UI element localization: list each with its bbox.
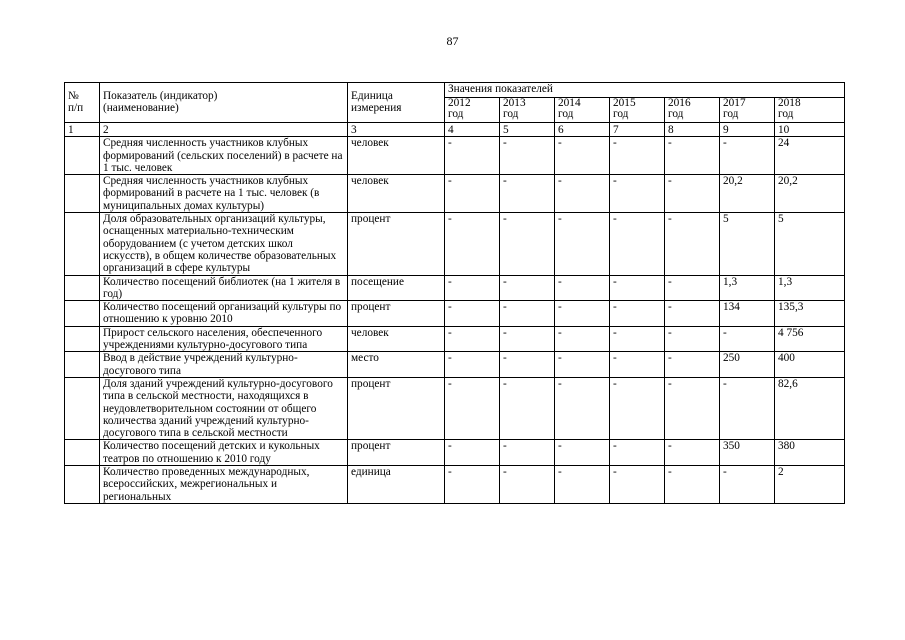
table-row: [65, 213, 845, 275]
value-cell: 250: [720, 352, 775, 378]
row-number: [65, 175, 100, 213]
column-number: 1: [65, 123, 100, 137]
table-header: [65, 83, 845, 137]
value-cell: -: [445, 301, 500, 327]
value-cell: -: [500, 326, 555, 352]
table-row: [65, 377, 845, 439]
value-cell: -: [555, 440, 610, 466]
indicator-name: Количество проведенных международных, всероссийских, межрегиональных и региональных: [100, 466, 348, 504]
table-row: [65, 137, 845, 175]
value-cell: -: [555, 213, 610, 275]
header-year: 2012 год: [445, 98, 500, 123]
value-cell: 82,6: [775, 377, 845, 439]
unit-cell: процент: [348, 301, 445, 327]
row-number: [65, 352, 100, 378]
row-number: [65, 377, 100, 439]
column-number: 6: [555, 123, 610, 137]
column-number: 3: [348, 123, 445, 137]
value-cell: -: [445, 440, 500, 466]
unit-cell: человек: [348, 175, 445, 213]
value-cell: 350: [720, 440, 775, 466]
value-cell: -: [665, 175, 720, 213]
table-row: [65, 440, 845, 466]
row-number: [65, 440, 100, 466]
page-number: 87: [446, 34, 459, 48]
value-cell: -: [610, 213, 665, 275]
header-year: 2013 год: [500, 98, 555, 123]
value-cell: -: [445, 213, 500, 275]
value-cell: 380: [775, 440, 845, 466]
value-cell: 5: [720, 213, 775, 275]
value-cell: -: [610, 466, 665, 504]
value-cell: -: [610, 275, 665, 301]
column-number: 5: [500, 123, 555, 137]
indicator-name: Прирост сельского населения, обеспеченного учреждениями культурно-досугового типа: [100, 326, 348, 352]
header-num: № п/п: [65, 83, 100, 123]
value-cell: -: [445, 352, 500, 378]
value-cell: -: [445, 175, 500, 213]
value-cell: -: [500, 275, 555, 301]
indicator-name: Ввод в действие учреждений культурно-досугового типа: [100, 352, 348, 378]
value-cell: -: [555, 301, 610, 327]
table-row: [65, 275, 845, 301]
value-cell: -: [665, 213, 720, 275]
table-row: [65, 326, 845, 352]
unit-cell: процент: [348, 213, 445, 275]
unit-cell: человек: [348, 137, 445, 175]
column-number: 9: [720, 123, 775, 137]
value-cell: -: [610, 175, 665, 213]
indicator-name: Доля образовательных организаций культуры, оснащенных материально-техническим оборудованием (с учетом детских школ искусств), в общем количестве образовательных организаций в сфере культуры: [100, 213, 348, 275]
value-cell: -: [720, 377, 775, 439]
row-number: [65, 466, 100, 504]
value-cell: 2: [775, 466, 845, 504]
header-year: 2017 год: [720, 98, 775, 123]
value-cell: -: [610, 377, 665, 439]
value-cell: -: [500, 301, 555, 327]
value-cell: -: [720, 137, 775, 175]
value-cell: -: [555, 137, 610, 175]
unit-cell: процент: [348, 377, 445, 439]
value-cell: -: [665, 466, 720, 504]
header-indicator: Показатель (индикатор) (наименование): [100, 83, 348, 123]
value-cell: -: [445, 137, 500, 175]
header-year: 2018 год: [775, 98, 845, 123]
value-cell: -: [555, 352, 610, 378]
column-number: 10: [775, 123, 845, 137]
unit-cell: посещение: [348, 275, 445, 301]
value-cell: -: [610, 137, 665, 175]
value-cell: 5: [775, 213, 845, 275]
value-cell: -: [665, 301, 720, 327]
unit-cell: место: [348, 352, 445, 378]
value-cell: -: [610, 440, 665, 466]
value-cell: -: [555, 377, 610, 439]
column-number: 2: [100, 123, 348, 137]
unit-cell: процент: [348, 440, 445, 466]
value-cell: 4 756: [775, 326, 845, 352]
value-cell: -: [665, 377, 720, 439]
value-cell: -: [500, 137, 555, 175]
value-cell: -: [555, 466, 610, 504]
value-cell: -: [665, 352, 720, 378]
row-number: [65, 301, 100, 327]
column-number: 8: [665, 123, 720, 137]
value-cell: 1,3: [720, 275, 775, 301]
table-row: [65, 301, 845, 327]
value-cell: 400: [775, 352, 845, 378]
value-cell: -: [720, 466, 775, 504]
value-cell: -: [610, 326, 665, 352]
value-cell: -: [665, 440, 720, 466]
value-cell: 1,3: [775, 275, 845, 301]
value-cell: 20,2: [720, 175, 775, 213]
value-cell: -: [445, 326, 500, 352]
table-row: [65, 352, 845, 378]
value-cell: -: [445, 275, 500, 301]
indicator-name: Доля зданий учреждений культурно-досугового типа в сельской местности, находящихся в неудовлетворительном состоянии от общего количества зданий учреждений культурно-досугового типа в сельской местности: [100, 377, 348, 439]
value-cell: -: [445, 377, 500, 439]
indicator-name: Средняя численность участников клубных формирований в расчете на 1 тыс. человек (в муниципальных домах культуры): [100, 175, 348, 213]
value-cell: -: [665, 275, 720, 301]
value-cell: -: [555, 326, 610, 352]
indicator-name: Средняя численность участников клубных формирований (сельских поселений) в расчете на 1 тыс. человек: [100, 137, 348, 175]
unit-cell: человек: [348, 326, 445, 352]
indicator-name: Количество посещений библиотек (на 1 жителя в год): [100, 275, 348, 301]
value-cell: -: [500, 377, 555, 439]
value-cell: 134: [720, 301, 775, 327]
value-cell: 24: [775, 137, 845, 175]
value-cell: 20,2: [775, 175, 845, 213]
header-values-group: Значения показателей: [445, 83, 845, 98]
indicator-name: Количество посещений организаций культуры по отношению к уровню 2010: [100, 301, 348, 327]
value-cell: -: [665, 137, 720, 175]
value-cell: -: [500, 466, 555, 504]
indicator-name: Количество посещений детских и кукольных театров по отношению к 2010 году: [100, 440, 348, 466]
value-cell: -: [665, 326, 720, 352]
value-cell: -: [500, 213, 555, 275]
row-number: [65, 275, 100, 301]
value-cell: 135,3: [775, 301, 845, 327]
value-cell: -: [720, 326, 775, 352]
row-number: [65, 213, 100, 275]
indicators-table: [64, 82, 845, 504]
value-cell: -: [610, 301, 665, 327]
column-number: 7: [610, 123, 665, 137]
row-number: [65, 326, 100, 352]
table-body: [65, 137, 845, 504]
header-unit: Единица измерения: [348, 83, 445, 123]
value-cell: -: [555, 275, 610, 301]
value-cell: -: [500, 175, 555, 213]
value-cell: -: [610, 352, 665, 378]
unit-cell: единица: [348, 466, 445, 504]
column-number: 4: [445, 123, 500, 137]
value-cell: -: [445, 466, 500, 504]
header-year: 2014 год: [555, 98, 610, 123]
row-number: [65, 137, 100, 175]
value-cell: -: [500, 440, 555, 466]
value-cell: -: [555, 175, 610, 213]
table-row: [65, 466, 845, 504]
header-year: 2015 год: [610, 98, 665, 123]
header-year: 2016 год: [665, 98, 720, 123]
value-cell: -: [500, 352, 555, 378]
table-row: [65, 175, 845, 213]
